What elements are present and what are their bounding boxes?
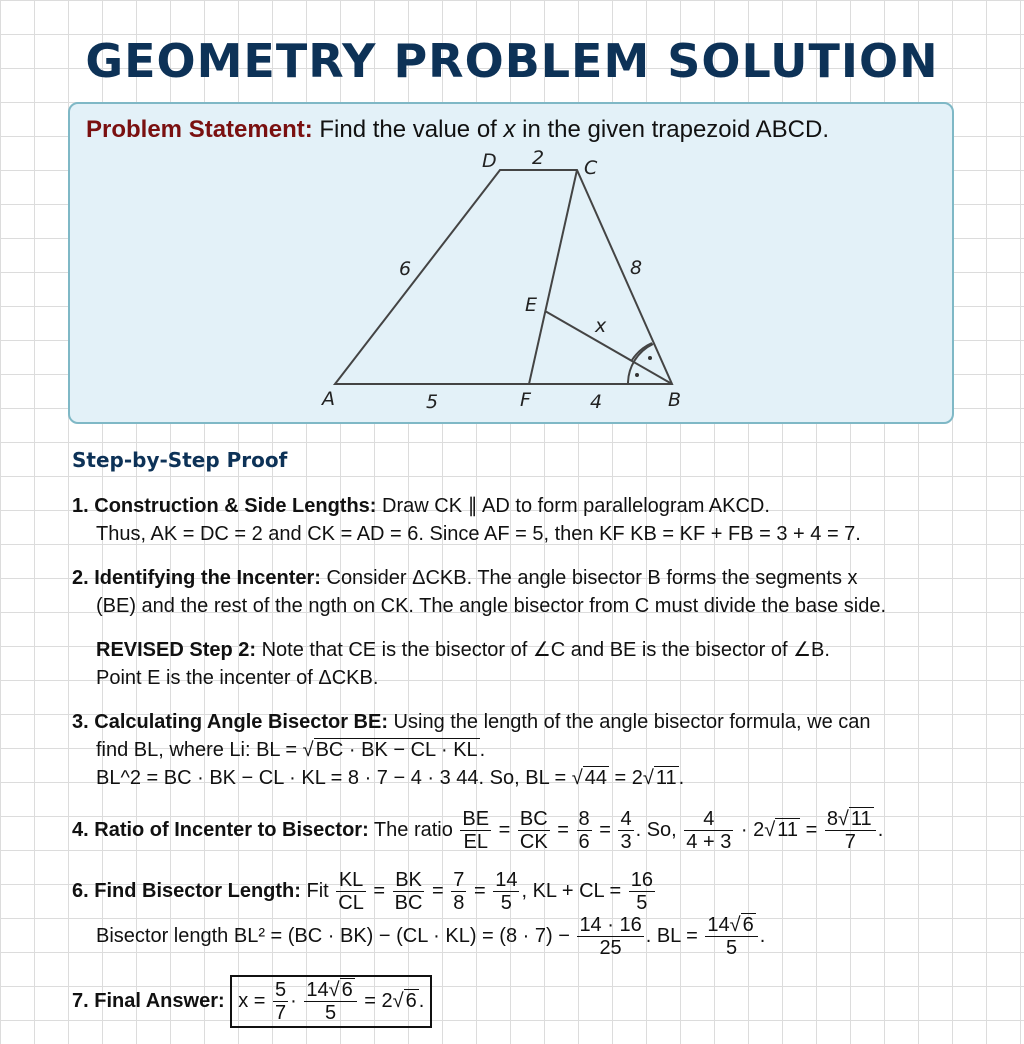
fraction-numerator: 14 xyxy=(495,869,518,891)
page-title: GEOMETRY PROBLEM SOLUTION xyxy=(85,34,939,88)
fraction-numerator: 16 xyxy=(630,869,653,891)
label-eb-x: x xyxy=(595,315,607,337)
fraction-numerator: 7 xyxy=(453,869,465,891)
multiply-root: · 2√ xyxy=(740,818,776,841)
fraction-denominator: 7 xyxy=(844,831,856,853)
fraction-numerator: 4 xyxy=(620,808,632,830)
step-number: 2. xyxy=(72,567,89,589)
multiply-dot: · xyxy=(290,989,297,1012)
step-text: , KL + CL = xyxy=(521,879,622,902)
step-text: Draw CK ∥ AD to form parallelogram AKCD. xyxy=(376,495,770,517)
segment-eb xyxy=(545,311,672,384)
fraction-denominator: BC xyxy=(394,892,423,914)
label-a: A xyxy=(322,388,335,410)
fraction xyxy=(577,808,592,853)
step-text-line: Thus, AK = DC = 2 and CK = AD = 6. Since AF = 5, then KF KB = KF + FB = 3 + 4 = 7. xyxy=(96,523,861,545)
fraction xyxy=(518,808,550,853)
fraction-denominator: CK xyxy=(519,831,548,853)
step-formula-line xyxy=(72,764,972,792)
step-text: Consider ΔCKB. The angle bisector B forms the segments x xyxy=(320,567,858,589)
fraction xyxy=(684,808,733,853)
fraction-denominator: 4 + 3 xyxy=(686,831,732,853)
formula-pre: find BL, where Li: BL = √ xyxy=(96,739,314,761)
label-d: D xyxy=(482,150,497,172)
answer-post: = 2√ xyxy=(364,989,404,1012)
root-coefficient: 14√ xyxy=(306,979,340,1001)
step-2-revised xyxy=(72,636,972,692)
equals-sign: = xyxy=(599,818,611,841)
fraction xyxy=(705,914,757,959)
problem-text-post: in the given trapezoid ABCD. xyxy=(515,116,830,143)
problem-var: x xyxy=(503,116,516,143)
fraction-numerator: 8 xyxy=(578,808,590,830)
label-ad-length: 6 xyxy=(399,258,412,280)
label-e: E xyxy=(525,294,538,316)
step-number: 6. xyxy=(72,879,89,902)
final-answer-box xyxy=(230,975,432,1028)
fraction xyxy=(493,869,519,914)
fraction-numerator: BE xyxy=(462,808,490,830)
step-heading: Calculating Angle Bisector BE: xyxy=(94,711,388,733)
fraction-denominator: 3 xyxy=(620,831,632,853)
formula-pre: BL^2 = BC · BK − CL · KL = 8 · 7 − 4 · 3 44. So, BL = √ xyxy=(96,767,583,789)
step-end: . xyxy=(877,818,884,841)
trapezoid-abcd xyxy=(335,170,672,384)
formula-end: . xyxy=(759,924,766,947)
fraction xyxy=(460,808,491,853)
step-text-line: Point E is the incenter of ΔCKB. xyxy=(96,667,379,689)
equals-sign: = xyxy=(498,818,511,841)
fraction-numerator xyxy=(825,808,876,831)
sqrt-radicand: 11 xyxy=(655,767,677,789)
fraction-numerator: BK xyxy=(393,869,425,892)
fraction xyxy=(304,979,356,1024)
segment-cf xyxy=(529,170,577,384)
angle-mark-dot-2 xyxy=(635,373,639,377)
formula-post: . xyxy=(479,739,486,761)
fraction xyxy=(577,914,643,959)
fraction-denominator: CL xyxy=(338,892,364,914)
fraction xyxy=(336,869,366,914)
label-cb-length: 8 xyxy=(630,257,643,279)
step-number: 1. xyxy=(72,495,89,517)
step-text: Fit xyxy=(300,879,329,902)
fraction-denominator: 7 xyxy=(275,1002,287,1024)
formula-post: . xyxy=(678,767,685,789)
fraction-denominator: EL xyxy=(463,831,488,853)
step-2 xyxy=(72,564,972,620)
fraction-numerator xyxy=(705,914,757,937)
step-text: Using the length of the angle bisector formula, we can xyxy=(388,711,871,733)
step-formula-line xyxy=(72,736,972,764)
sqrt-radicand: 6 xyxy=(405,989,417,1012)
label-fb-length: 4 xyxy=(590,391,603,413)
step-heading: REVISED Step 2: xyxy=(96,639,257,661)
fraction-denominator: 8 xyxy=(453,892,465,914)
equals-sign: = xyxy=(805,818,818,841)
root-coefficient: 8√ xyxy=(826,808,849,830)
label-c: C xyxy=(584,157,598,179)
step-formula-line xyxy=(72,914,972,959)
equals-sign: = xyxy=(432,879,444,902)
label-dc-length: 2 xyxy=(532,147,545,169)
equals-sign: = xyxy=(557,818,569,841)
fraction-denominator: 25 xyxy=(599,937,622,959)
equals-sign: = xyxy=(473,879,486,902)
step-3 xyxy=(72,708,972,792)
fraction-denominator: 5 xyxy=(725,937,738,959)
step-heading: Final Answer: xyxy=(94,989,225,1012)
fraction-denominator: 6 xyxy=(578,831,590,853)
step-heading: Identifying the Incenter: xyxy=(94,567,321,589)
problem-panel xyxy=(68,102,954,424)
fraction-numerator: KL xyxy=(336,869,366,892)
step-heading: Find Bisector Length: xyxy=(94,879,301,902)
label-af-length: 5 xyxy=(426,391,439,413)
problem-text-pre: Find the value of xyxy=(312,116,504,143)
fraction-numerator: BC xyxy=(519,808,548,830)
fraction-denominator: 5 xyxy=(500,892,512,914)
root-coefficient: 14√ xyxy=(707,914,741,936)
sqrt-radicand: 6 xyxy=(742,914,754,936)
formula-mid: . BL = xyxy=(645,924,698,947)
fraction xyxy=(825,808,876,853)
angle-mark-dot-1 xyxy=(648,356,652,360)
fraction-numerator: 14 · 16 xyxy=(579,914,642,936)
step-1 xyxy=(72,492,972,548)
sqrt-radicand: 11 xyxy=(850,808,872,830)
step-text: . So, xyxy=(635,818,677,841)
step-heading: Ratio of Incenter to Bisector: xyxy=(94,818,369,841)
step-text: The ratio xyxy=(368,818,453,841)
equals-sign: = xyxy=(373,879,386,902)
step-text-line: (BE) and the rest of the ngth on CK. The angle bisector from C must divide the base side. xyxy=(96,595,887,617)
proof-section xyxy=(72,448,972,1044)
sqrt-radicand: 6 xyxy=(341,979,353,1001)
fraction-numerator: 5 xyxy=(275,979,287,1001)
fraction xyxy=(629,869,655,914)
proof-heading: Step-by-Step Proof xyxy=(72,448,288,472)
step-7 xyxy=(72,975,972,1028)
step-number: 4. xyxy=(72,818,89,841)
fraction-numerator xyxy=(304,979,356,1002)
label-b: B xyxy=(668,389,682,411)
sqrt-radicand: 11 xyxy=(777,818,798,841)
fraction-denominator: 5 xyxy=(636,892,648,914)
step-text: Note that CE is the bisector of ∠C and BE is the bisector of ∠B. xyxy=(256,639,830,661)
step-6 xyxy=(72,869,972,959)
fraction xyxy=(393,869,425,914)
step-4 xyxy=(72,808,972,853)
formula-pre: Bisector length BL² = (BC · BK) − (CL · KL) = (8 · 7) − xyxy=(96,924,570,947)
problem-label: Problem Statement: xyxy=(86,116,313,143)
fraction xyxy=(273,979,288,1024)
formula-mid: = 2√ xyxy=(608,767,654,789)
step-heading: Construction & Side Lengths: xyxy=(94,495,377,517)
step-number: 7. xyxy=(72,989,89,1012)
trapezoid-diagram xyxy=(70,104,956,426)
answer-pre: x = xyxy=(238,989,266,1012)
step-number: 3. xyxy=(72,711,89,733)
fraction-numerator: 4 xyxy=(684,808,733,831)
fraction xyxy=(451,869,466,914)
sqrt-radicand: BC · BK − CL · KL xyxy=(315,739,478,761)
label-f: F xyxy=(520,389,531,411)
answer-end: . xyxy=(418,989,425,1012)
fraction-denominator: 5 xyxy=(324,1002,337,1024)
sqrt-radicand: 44 xyxy=(584,767,607,789)
fraction xyxy=(618,808,633,853)
